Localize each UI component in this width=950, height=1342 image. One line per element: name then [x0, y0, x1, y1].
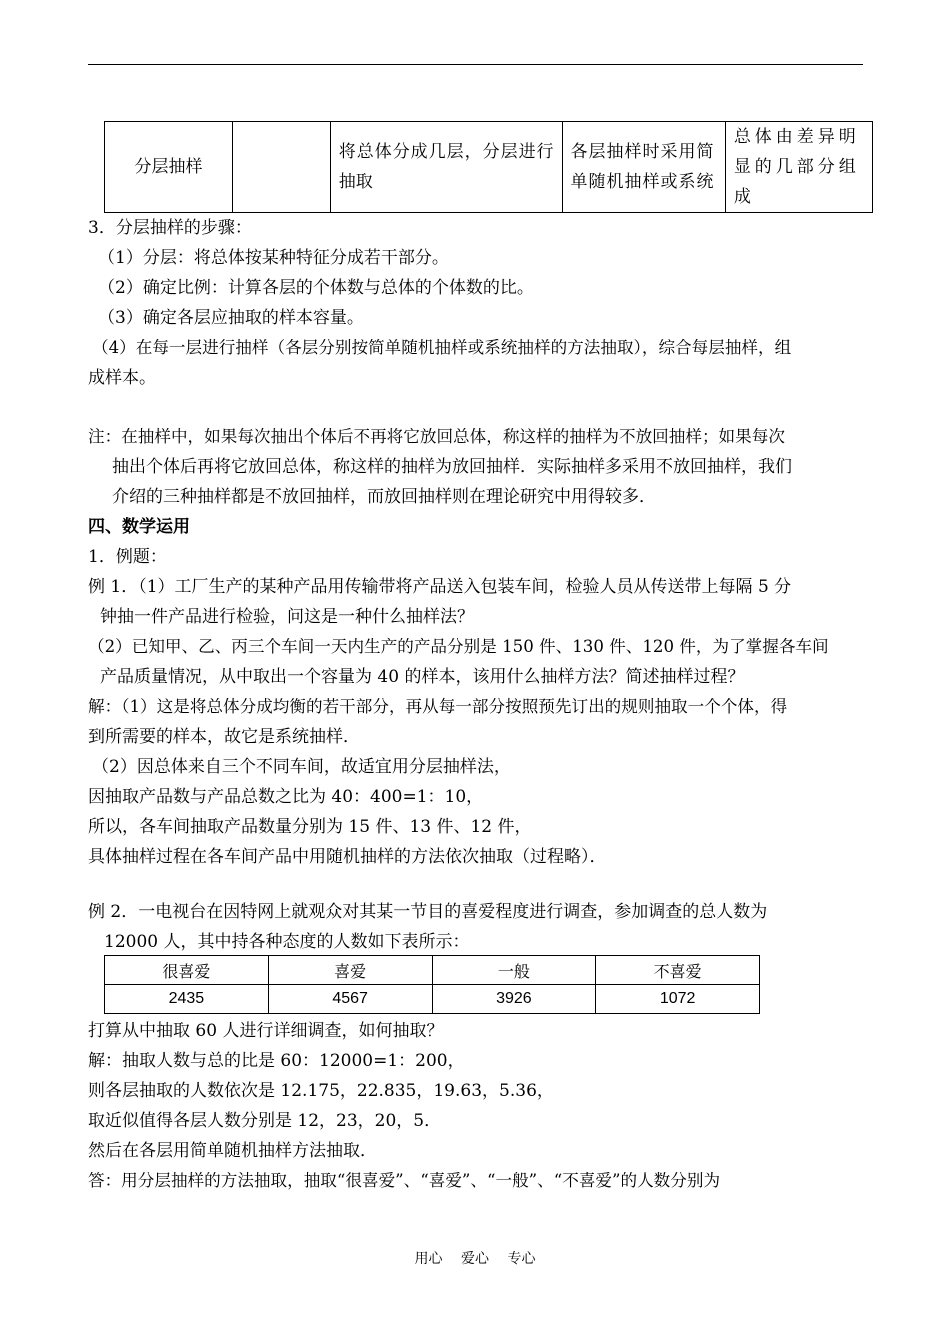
step-1: （1）分层：将总体按某种特征分成若干部分。: [98, 248, 449, 268]
value-cell: 2435: [105, 985, 269, 1014]
example-1-line-2: 钟抽一件产品进行检验，问这是一种什么抽样法？: [100, 607, 474, 627]
header-cell: 不喜爱: [596, 956, 760, 985]
value-cell: 3926: [432, 985, 596, 1014]
example-2-question: 打算从中抽取 60 人进行详细调查，如何抽取？: [88, 1021, 444, 1041]
note-line-2: 抽出个体后再将它放回总体，称这样的抽样为放回抽样．实际抽样多采用不放回抽样，我们: [112, 457, 792, 477]
header-cell: 很喜爱: [105, 956, 269, 985]
solution-1-line-5: 所以，各车间抽取产品数量分别为 15 件、13 件、12 件，: [88, 817, 532, 837]
solution-1-line-1: 解：（1）这是将总体分成均衡的若干部分，再从每一部分按照预先订出的规则抽取一个个体，得: [88, 697, 788, 716]
header-cell: 喜爱: [268, 956, 432, 985]
step-3: （3）确定各层应抽取的样本容量。: [98, 308, 364, 328]
survey-table: [104, 955, 760, 1014]
section-heading: 四、数学运用: [88, 517, 190, 537]
step-2: （2）确定比例：计算各层的个体数与总体的个体数的比。: [98, 278, 534, 298]
examples-label: 1．例题：: [88, 547, 167, 567]
method-name-cell: 分层抽样: [105, 122, 233, 213]
example-1-line-3: （2）已知甲、乙、丙三个车间一天内生产的产品分别是 150 件、130 件、120 件，为了掌握各车间: [88, 637, 829, 656]
example-1-line-1: 例 1．（1）工厂生产的某种产品用传输带将产品送入包装车间，检验人员从传送带上每隔 5 分: [88, 577, 792, 597]
definition-cell: 将总体分成几层，分层进行抽取: [330, 122, 562, 213]
sampling-method-table: [104, 121, 873, 213]
solution-1-line-3: （2）因总体来自三个不同车间，故适宜用分层抽样法，: [92, 757, 511, 777]
empty-cell: [233, 122, 331, 213]
step-4-line-1: （4）在每一层进行抽样（各层分别按简单随机抽样或系统抽样的方法抽取），综合每层抽样，组: [92, 338, 792, 357]
solution-1-line-2: 到所需要的样本，故它是系统抽样．: [88, 727, 360, 747]
relation-cell: 各层抽样时采用简单随机抽样或系统: [562, 122, 725, 213]
example-1-line-4: 产品质量情况，从中取出一个容量为 40 的样本，该用什么抽样方法？简述抽样过程？: [100, 667, 745, 687]
page-footer: 用心 爱心 专心: [414, 1251, 536, 1267]
steps-heading: 3．分层抽样的步骤：: [88, 218, 252, 238]
example-2-line-2: 12000 人，其中持各种态度的人数如下表所示：: [104, 932, 470, 952]
value-cell: 4567: [268, 985, 432, 1014]
solution-1-line-4: 因抽取产品数与产品总数之比为 40：400=1：10，: [88, 787, 484, 807]
solution-2-line-1: 解：抽取人数与总的比是 60：12000=1：200，: [88, 1051, 465, 1071]
solution-2-line-2: 则各层抽取的人数依次是 12.175，22.835，19.63，5.36，: [88, 1081, 554, 1101]
note-line-1: 注：在抽样中，如果每次抽出个体后不再将它放回总体，称这样的抽样为不放回抽样；如果每次: [88, 427, 785, 446]
value-cell: 1072: [596, 985, 760, 1014]
solution-1-line-6: 具体抽样过程在各车间产品中用随机抽样的方法依次抽取（过程略）．: [88, 847, 607, 867]
table-row: [105, 985, 760, 1014]
header-rule: [88, 64, 863, 65]
solution-2-line-3: 取近似值得各层人数分别是 12，23，20，5．: [88, 1111, 442, 1131]
scope-cell: 总体由差异明显的几部分组成: [725, 122, 872, 213]
answer-2: 答：用分层抽样的方法抽取，抽取“很喜爱”、“喜爱”、“一般”、“不喜爱”的人数分别为: [88, 1171, 721, 1190]
example-2-line-1: 例 2．一电视台在因特网上就观众对其某一节目的喜爱程度进行调查，参加调查的总人数为: [88, 902, 768, 922]
step-4-line-2: 成样本。: [88, 368, 156, 388]
header-cell: 一般: [432, 956, 596, 985]
note-line-3: 介绍的三种抽样都是不放回抽样，而放回抽样则在理论研究中用得较多．: [112, 487, 656, 507]
table-row: [105, 122, 873, 213]
solution-2-line-4: 然后在各层用简单随机抽样方法抽取．: [88, 1141, 377, 1161]
table-header-row: [105, 956, 760, 985]
